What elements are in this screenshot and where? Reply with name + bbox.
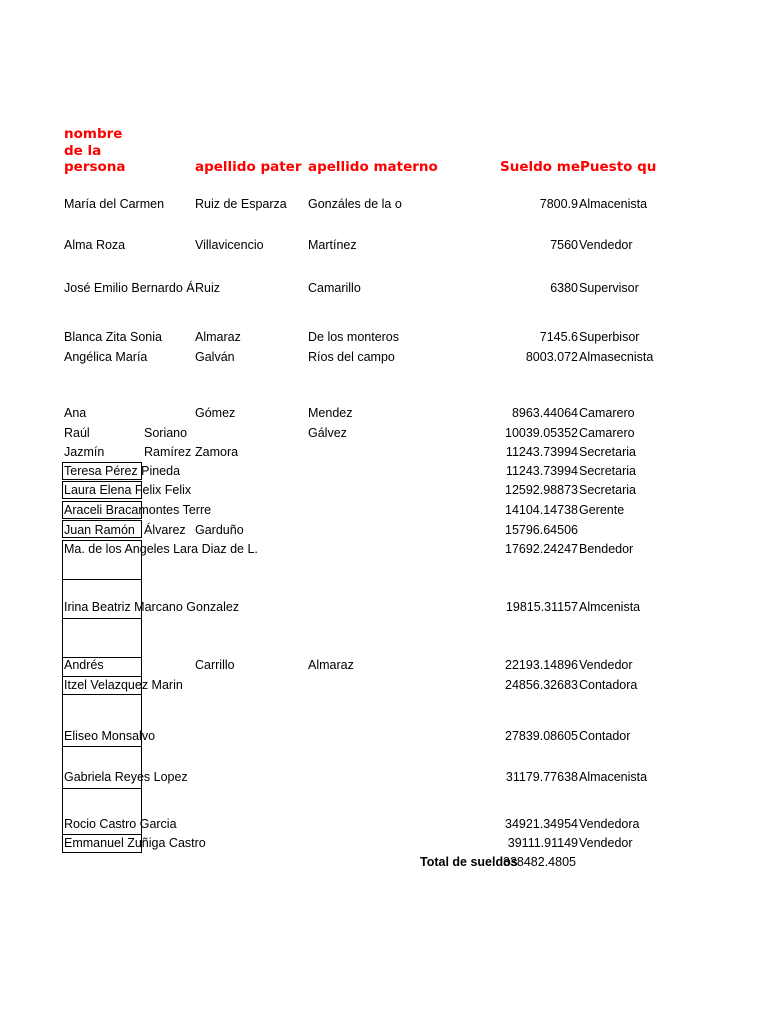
- cell-apellido-paterno[interactable]: Garduño: [195, 523, 244, 537]
- header-puesto[interactable]: Puesto qu: [580, 159, 657, 175]
- cell-nombre[interactable]: Blanca Zita Sonia: [64, 330, 162, 344]
- cell-sueldo[interactable]: 22193.14896: [505, 658, 578, 672]
- cell-apellido-materno[interactable]: Ríos del campo: [308, 350, 395, 364]
- cell-puesto[interactable]: Contadora: [579, 678, 638, 692]
- cell-col-b[interactable]: Soriano: [144, 426, 188, 440]
- cell-sueldo[interactable]: 7145.6: [539, 330, 578, 344]
- cell-sueldo[interactable]: 17692.24247: [505, 542, 578, 556]
- cell-sueldo[interactable]: 15796.64506: [505, 523, 578, 537]
- cell-sueldo[interactable]: 8963.44064: [511, 406, 578, 420]
- cell-nombre[interactable]: Teresa Pérez Pineda: [64, 464, 181, 478]
- cell-nombre[interactable]: Laura Elena Felix Felix: [64, 483, 192, 497]
- cell-sueldo[interactable]: 10039.05352: [505, 426, 578, 440]
- cell-sueldo[interactable]: 14104.14738: [505, 503, 578, 517]
- cell-nombre[interactable]: Jazmín: [64, 445, 105, 459]
- cell-nombre[interactable]: Araceli Bracamontes Terre: [64, 503, 212, 517]
- cell-nombre[interactable]: Juan Ramón: [64, 523, 135, 537]
- cell-puesto[interactable]: Secretaria: [579, 483, 636, 497]
- cell-nombre[interactable]: María del Carmen: [64, 197, 165, 211]
- cell-apellido-paterno[interactable]: Villavicencio: [195, 238, 264, 252]
- cell-apellido-materno[interactable]: Mendez: [308, 406, 353, 420]
- cell-apellido-paterno[interactable]: Ruiz: [195, 281, 221, 295]
- cell-puesto[interactable]: Almasecnista: [579, 350, 654, 364]
- cell-puesto[interactable]: Almcenista: [579, 600, 641, 614]
- cell-apellido-paterno[interactable]: Almaraz: [195, 330, 241, 344]
- cell-nombre[interactable]: Ma. de los Angeles Lara Diaz de L.: [64, 542, 258, 556]
- cell-sueldo[interactable]: 19815.31157: [505, 600, 578, 614]
- cell-puesto[interactable]: Gerente: [579, 503, 625, 517]
- cell-nombre[interactable]: Eliseo Monsalvo: [64, 729, 156, 743]
- cell-puesto[interactable]: Almacenista: [579, 197, 648, 211]
- cell-apellido-paterno[interactable]: Gómez: [195, 406, 236, 420]
- cell-sueldo[interactable]: 6380: [550, 281, 578, 295]
- cell-puesto[interactable]: Superbisor: [579, 330, 640, 344]
- cell-border: [62, 618, 142, 658]
- cell-sueldo[interactable]: 11243.73994: [505, 464, 578, 478]
- cell-puesto[interactable]: Bendedor: [579, 542, 634, 556]
- total-label[interactable]: Total de sueldos: [420, 855, 518, 869]
- cell-puesto[interactable]: Camarero: [579, 406, 635, 420]
- cell-col-b[interactable]: Álvarez: [144, 523, 186, 537]
- cell-apellido-paterno[interactable]: Zamora: [195, 445, 239, 459]
- cell-puesto[interactable]: Almacenista: [579, 770, 648, 784]
- header-sueldo[interactable]: Sueldo me: [500, 159, 580, 175]
- cell-nombre[interactable]: Andrés: [64, 658, 104, 672]
- cell-puesto[interactable]: Vendedora: [579, 817, 640, 831]
- cell-nombre[interactable]: José Emilio Bernardo Á: [64, 281, 195, 295]
- cell-sueldo[interactable]: 7560: [550, 238, 578, 252]
- cell-puesto[interactable]: Vendedor: [579, 658, 633, 672]
- cell-nombre[interactable]: Itzel Velazquez Marin: [64, 678, 183, 692]
- cell-sueldo[interactable]: 7800.9: [539, 197, 578, 211]
- cell-sueldo[interactable]: 11243.73994: [505, 445, 578, 459]
- cell-nombre[interactable]: Angélica María: [64, 350, 148, 364]
- header-apellido-paterno[interactable]: apellido pater: [195, 159, 302, 175]
- cell-sueldo[interactable]: 31179.77638: [505, 770, 578, 784]
- cell-apellido-materno[interactable]: Almaraz: [308, 658, 354, 672]
- cell-apellido-paterno[interactable]: Ruiz de Esparza: [195, 197, 287, 211]
- cell-puesto[interactable]: Vendedor: [579, 836, 633, 850]
- cell-puesto[interactable]: Secretaria: [579, 464, 636, 478]
- header-apellido-materno[interactable]: apellido materno: [308, 159, 438, 175]
- cell-puesto[interactable]: Camarero: [579, 426, 635, 440]
- cell-sueldo[interactable]: 12592.98873: [505, 483, 578, 497]
- cell-nombre[interactable]: Irina Beatriz Marcano Gonzalez: [64, 600, 240, 614]
- cell-apellido-paterno[interactable]: Carrillo: [195, 658, 235, 672]
- cell-puesto[interactable]: Contador: [579, 729, 631, 743]
- cell-apellido-materno[interactable]: De los monteros: [308, 330, 400, 344]
- cell-nombre[interactable]: Alma Roza: [64, 238, 126, 252]
- cell-sueldo[interactable]: 27839.08605: [505, 729, 578, 743]
- cell-nombre[interactable]: Ana: [64, 406, 87, 420]
- cell-apellido-paterno[interactable]: Galván: [195, 350, 235, 364]
- cell-puesto[interactable]: Supervisor: [579, 281, 639, 295]
- cell-puesto[interactable]: Vendedor: [579, 238, 633, 252]
- cell-apellido-materno[interactable]: Martínez: [308, 238, 357, 252]
- cell-puesto[interactable]: Secretaria: [579, 445, 636, 459]
- cell-nombre[interactable]: Rocio Castro Garcia: [64, 817, 177, 831]
- cell-apellido-materno[interactable]: Gálvez: [308, 426, 347, 440]
- cell-sueldo[interactable]: 8003.072: [525, 350, 578, 364]
- header-nombre[interactable]: nombre de la persona: [64, 126, 126, 175]
- cell-sueldo[interactable]: 34921.34954: [505, 817, 578, 831]
- cell-col-b[interactable]: Ramírez: [144, 445, 192, 459]
- cell-sueldo[interactable]: 39111.91149: [507, 836, 578, 850]
- cell-sueldo[interactable]: 24856.32683: [505, 678, 578, 692]
- cell-apellido-materno[interactable]: Gonzáles de la o: [308, 197, 402, 211]
- cell-nombre[interactable]: Raúl: [64, 426, 90, 440]
- cell-nombre[interactable]: Emmanuel Zuñiga Castro: [64, 836, 206, 850]
- cell-apellido-materno[interactable]: Camarillo: [308, 281, 361, 295]
- cell-nombre[interactable]: Gabriela Reyes Lopez: [64, 770, 188, 784]
- total-value[interactable]: 338482.4805: [503, 855, 576, 869]
